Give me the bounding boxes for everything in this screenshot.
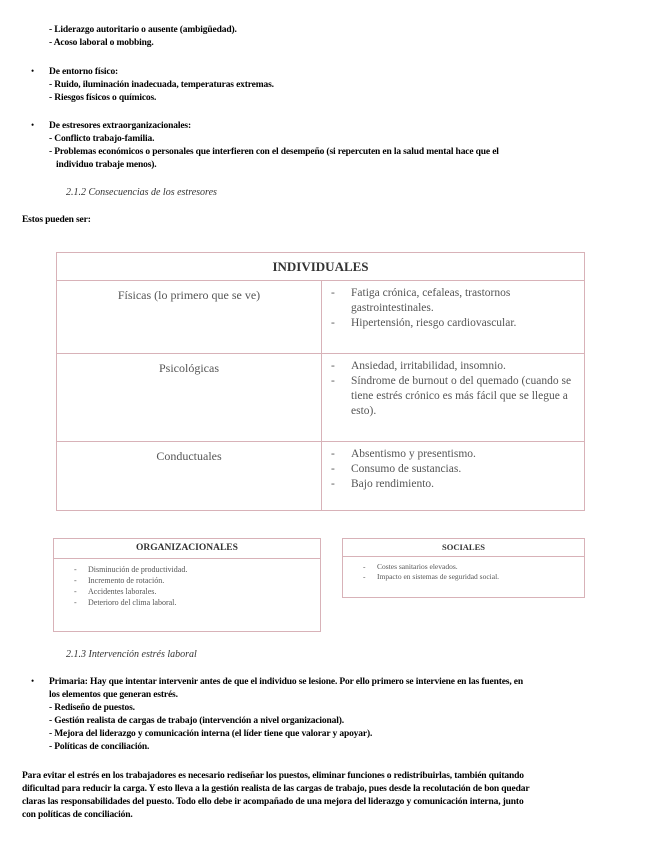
row-label: Físicas (lo primero que se ve) <box>57 280 322 353</box>
bullet-icon: • <box>31 120 35 130</box>
list-item: - Hipertensión, riesgo cardiovascular. <box>323 316 576 331</box>
text-line: - Mejora del liderazgo y comunicación interna (el líder tiene que valorar y apoyar). <box>49 729 373 739</box>
row-label: Psicológicas <box>57 353 322 441</box>
text-line: - Liderazgo autoritario o ausente (ambigüedad). <box>49 25 237 35</box>
text-line: Para evitar el estrés en los trabajadores es necesario rediseñar los puestos, eliminar funciones o redistribuirlas, también quitando <box>22 771 524 781</box>
text-line: - Gestión realista de cargas de trabajo (intervención a nivel organizacional). <box>49 716 344 726</box>
list-item: - Deterioro del clima laboral. <box>74 597 187 608</box>
list-item: - Costes sanitarios elevados. <box>363 562 499 572</box>
list-item: - Disminución de productividad. <box>74 564 187 575</box>
section-heading: 2.1.3 Intervención estrés laboral <box>66 649 197 660</box>
text-line: - Problemas económicos o personales que interfieren con el desempeño (si repercuten en la salud mental hace que el <box>49 147 499 157</box>
table-row <box>57 353 584 442</box>
table-row <box>57 280 584 354</box>
text-line: dificultad para reducir la carga. Y esto lleva a la gestión realista de las cargas de trabajo, pues desde la recolutación de bon quedar <box>22 784 530 794</box>
list-title: De entorno físico: <box>49 67 119 77</box>
text-line: claras las responsabilidades del puesto. Todo ello debe ir acompañado de una mejora del liderazgo y comunicación interna, junto <box>22 797 524 807</box>
table-row <box>57 441 584 511</box>
text-line: - Ruido, iluminación inadecuada, temperaturas extremas. <box>49 80 274 90</box>
text-line: - Acoso laboral o mobbing. <box>49 38 154 48</box>
sociales-box <box>342 538 585 598</box>
text-line: con políticas de conciliación. <box>22 810 133 820</box>
section-heading: 2.1.2 Consecuencias de los estresores <box>66 187 217 198</box>
table-header: INDIVIDUALES <box>57 253 584 281</box>
text-line: - Rediseño de puestos. <box>49 703 135 713</box>
list-title: De estresores extraorganizacionales: <box>49 121 191 131</box>
box-list <box>363 562 499 582</box>
text-line: - Políticas de conciliación. <box>49 742 150 752</box>
text-line: Primaria: Hay que intentar intervenir antes de que el individuo se lesione. Por ello primero se interviene en las fuentes, en <box>49 677 523 687</box>
paragraph: Estos pueden ser: <box>22 215 91 225</box>
list-item: - Absentismo y presentismo. <box>323 447 576 462</box>
individuales-table <box>56 252 585 511</box>
row-label: Conductuales <box>57 441 322 511</box>
box-list <box>74 564 187 608</box>
list-item: - Impacto en sistemas de seguridad social. <box>363 572 499 582</box>
row-items <box>323 447 576 492</box>
row-items <box>323 359 576 419</box>
list-item: - Fatiga crónica, cefaleas, trastornos gastrointestinales. <box>323 286 576 316</box>
list-item: - Accidentes laborales. <box>74 586 187 597</box>
list-item: - Incremento de rotación. <box>74 575 187 586</box>
text-line: los elementos que generan estrés. <box>49 690 178 700</box>
list-item: - Consumo de sustancias. <box>323 462 576 477</box>
organizacionales-box <box>53 538 321 632</box>
list-item: - Ansiedad, irritabilidad, insomnio. <box>323 359 576 374</box>
text-line: - Riesgos físicos o químicos. <box>49 93 157 103</box>
text-line: - Conflicto trabajo-familia. <box>49 134 155 144</box>
bullet-icon: • <box>31 676 35 686</box>
list-item: - Bajo rendimiento. <box>323 477 576 492</box>
list-item: - Síndrome de burnout o del quemado (cuando se tiene estrés crónico es más fácil que se llegue a esto). <box>323 374 576 419</box>
row-items <box>323 286 576 331</box>
bullet-icon: • <box>31 66 35 76</box>
text-line: individuo trabaje menos). <box>56 160 157 170</box>
box-header: SOCIALES <box>343 539 584 557</box>
box-header: ORGANIZACIONALES <box>54 539 320 559</box>
